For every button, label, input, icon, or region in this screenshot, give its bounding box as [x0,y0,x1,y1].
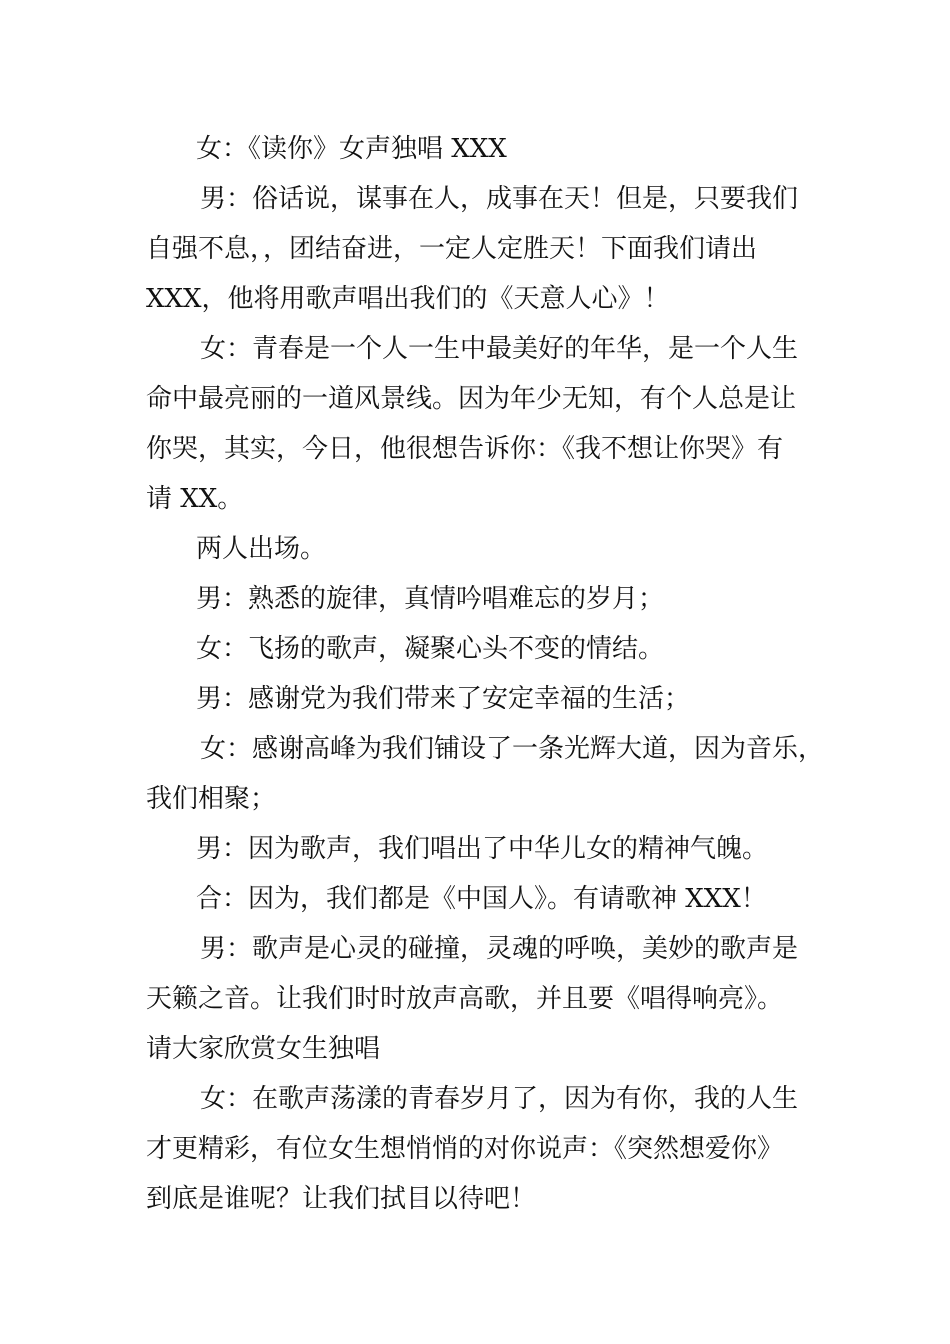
dialogue-line: 才更精彩，有位女生想悄悄的对你说声：《突然想爱你》 [146,1134,784,1164]
dialogue-line: 合：因为，我们都是《中国人》。有请歌神 XXX！ [196,884,767,914]
dialogue-line: 男：歌声是心灵的碰撞，灵魂的呼唤，美妙的歌声是 [200,934,799,964]
dialogue-line: 女：在歌声荡漾的青春岁月了，因为有你，我的人生 [200,1084,799,1114]
dialogue-line: XXX，他将用歌声唱出我们的《天意人心》！ [146,284,670,314]
dialogue-line: 天籁之音。让我们时时放声高歌，并且要《唱得响亮》。 [146,984,784,1014]
dialogue-line: 男：俗话说，谋事在人，成事在天！但是，只要我们 [200,184,799,214]
dialogue-line: 女：感谢高峰为我们铺设了一条光辉大道，因为音乐， [200,734,825,764]
dialogue-line: 两人出场。 [196,534,327,564]
dialogue-line: 命中最亮丽的一道风景线。因为年少无知，有个人总是让 [146,384,797,414]
dialogue-line: 女：《读你》女声独唱 XXX [196,134,507,164]
dialogue-line: 男：感谢党为我们带来了安定幸福的生活； [196,684,691,714]
dialogue-line: 女：青春是一个人一生中最美好的年华，是一个人生 [200,334,799,364]
dialogue-line: 女：飞扬的歌声，凝聚心头不变的情结。 [196,634,665,664]
dialogue-line: 男：熟悉的旋律，真情吟唱难忘的岁月； [196,584,665,614]
dialogue-line: 到底是谁呢？让我们拭目以待吧！ [146,1184,537,1214]
dialogue-line: 你哭，其实，今日，他很想告诉你：《我不想让你哭》有 [146,434,784,464]
dialogue-line: 自强不息，，团结奋进，一定人定胜天！下面我们请出 [146,234,758,264]
dialogue-line: 请 XX。 [146,484,244,514]
dialogue-line: 我们相聚； [146,784,277,814]
dialogue-line: 请大家欣赏女生独唱 [146,1034,381,1064]
dialogue-line: 男：因为歌声，我们唱出了中华儿女的精神气魄。 [196,834,769,864]
